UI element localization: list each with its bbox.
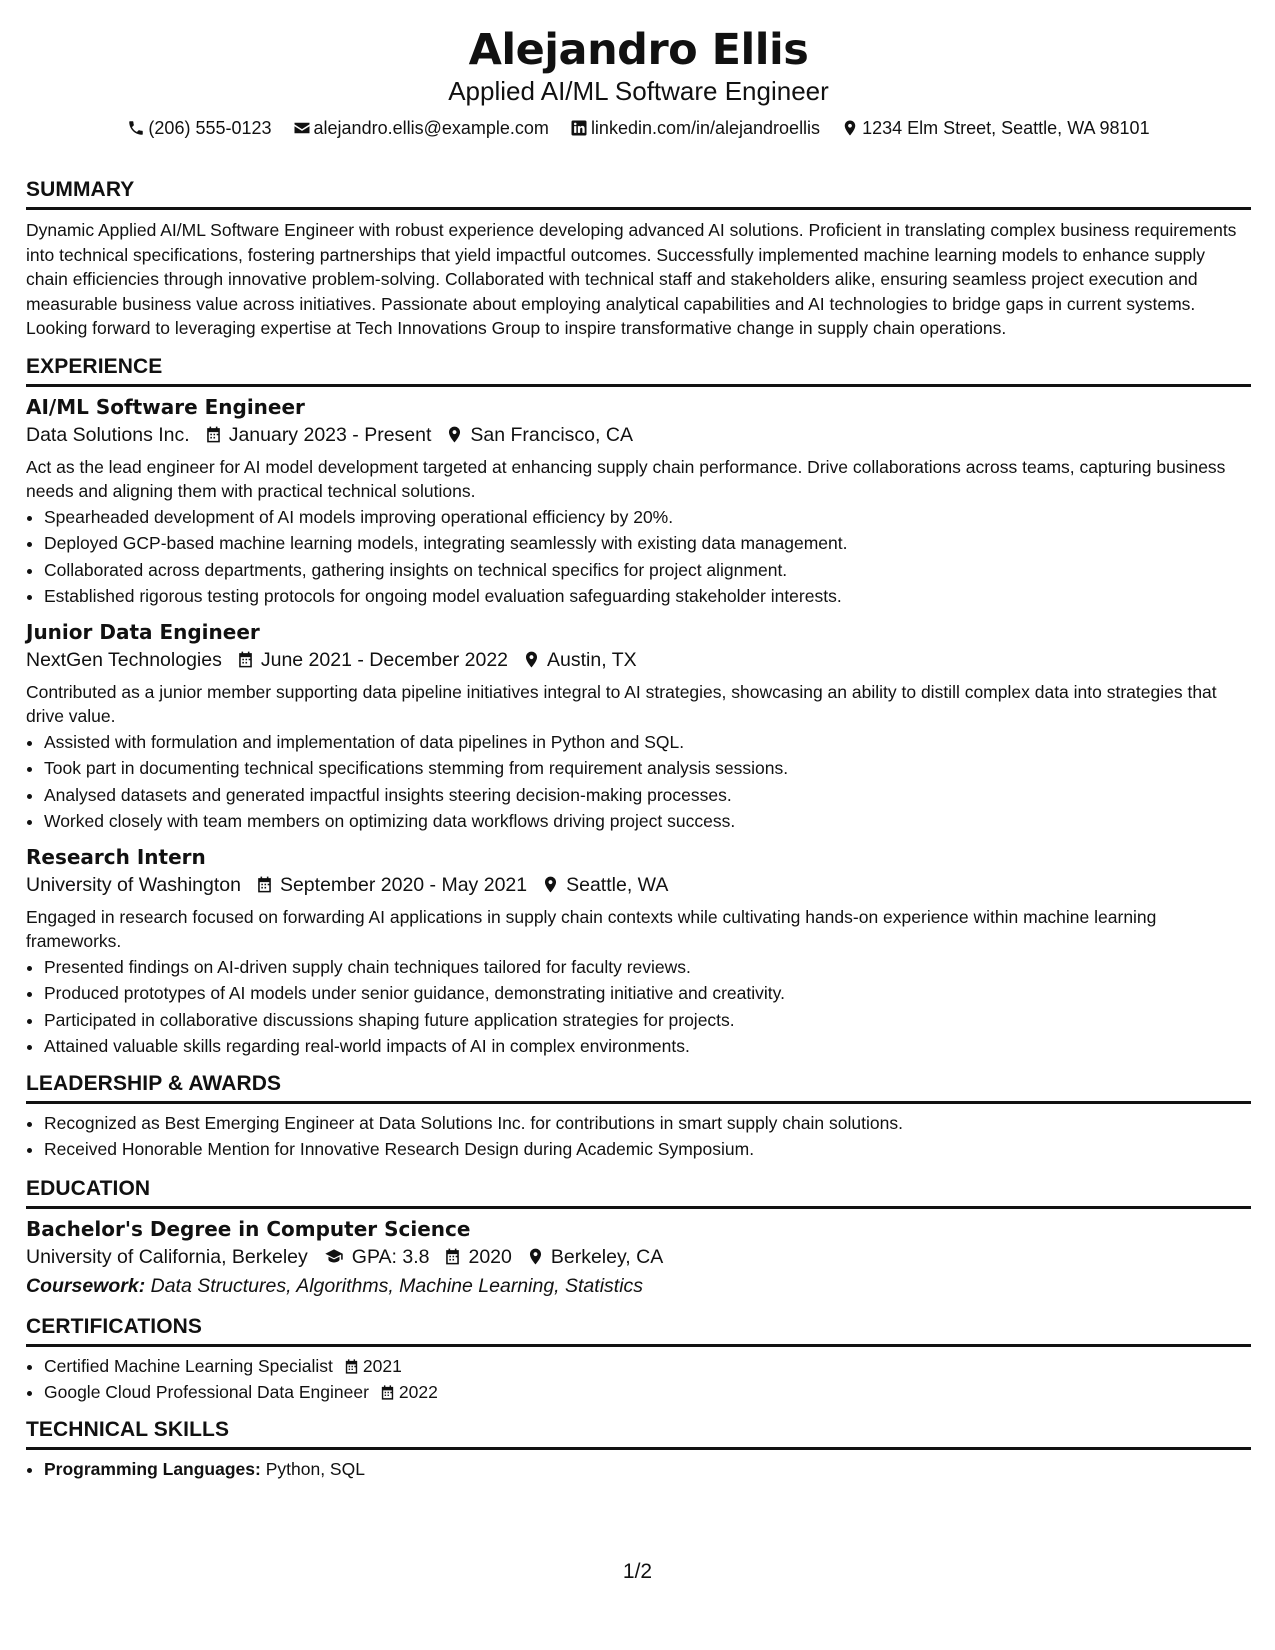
summary-text: Dynamic Applied AI/ML Software Engineer with robust experience developing advanced AI solutions. Proficient in translating complex business requirements into technical specifications, fostering partnerships that yield impactful outcomes. Successfully implemented machine learning models to enhance supply chain efficiencies through innovative problem-solving. Collaborated with technical staff and stakeholders alike, ensuring seamless project execution and measurable business value across initiatives. Passionate about employing analytical capabilities and AI technologies to bridge gaps in current systems. Looking forward to leveraging expertise at Tech Innovations Group to inspire transformative change in supply chain operations. bbox=[26, 220, 1237, 338]
phone-text: (206) 555-0123 bbox=[148, 118, 272, 138]
skill-item bbox=[44, 1456, 1251, 1483]
job-bullet: • Assisted with formulation and implementation of data pipelines in Python and SQL. bbox=[44, 729, 1251, 756]
job-bullet: • Established rigorous testing protocols for ongoing model evaluation safeguarding stakeholder interests. bbox=[44, 583, 1251, 610]
job-bullet: • Worked closely with team members on optimizing data workflows driving project success. bbox=[44, 808, 1251, 835]
job-bullet: • Participated in collaborative discussions shaping future application strategies for projects. bbox=[44, 1007, 1251, 1034]
job-bullet: • Deployed GCP-based machine learning models, integrating seamlessly with existing data management. bbox=[44, 530, 1251, 557]
job-company: University of Washington bbox=[26, 873, 241, 896]
contact-email[interactable] bbox=[293, 116, 549, 140]
coursework-text: Data Structures, Algorithms, Machine Learning, Statistics bbox=[150, 1274, 644, 1297]
page-number: 1/2 bbox=[622, 1560, 653, 1583]
job-bullet: • Spearheaded development of AI models improving operational efficiency by 20%. bbox=[44, 504, 1251, 531]
address-text: 1234 Elm Street, Seattle, WA 98101 bbox=[862, 118, 1150, 138]
certifications-section bbox=[26, 1315, 1251, 1406]
certification-name: Google Cloud Professional Data Engineer bbox=[44, 1382, 369, 1402]
calendar-icon bbox=[204, 425, 223, 444]
calendar-icon bbox=[343, 1358, 360, 1375]
education-meta bbox=[26, 1243, 1251, 1271]
skill-label: Programming Languages: bbox=[44, 1458, 261, 1479]
job-meta bbox=[26, 421, 1251, 449]
skills-list bbox=[26, 1456, 1251, 1483]
award-item: • Recognized as Best Emerging Engineer at Data Solutions Inc. for contributions in smart supply chain solutions. bbox=[44, 1110, 1251, 1137]
calendar-icon bbox=[255, 875, 274, 894]
certification-year: 2022 bbox=[398, 1382, 438, 1402]
contact-linkedin[interactable] bbox=[570, 116, 820, 140]
phone-icon bbox=[127, 119, 145, 137]
job-dates: January 2023 - Present bbox=[228, 423, 432, 446]
job-bullets bbox=[26, 504, 1251, 610]
job-bullet: • Analysed datasets and generated impactful insights steering decision-making processes. bbox=[44, 782, 1251, 809]
map-pin-icon bbox=[522, 650, 541, 669]
map-pin-icon bbox=[841, 119, 859, 137]
candidate-title: Applied AI/ML Software Engineer bbox=[448, 76, 829, 106]
coursework-label: Coursework: bbox=[26, 1274, 146, 1297]
job-meta bbox=[26, 646, 1251, 674]
job-description: Engaged in research focused on forwarding AI applications in supply chain contexts while cultivating hands-on experience within machine learning frameworks. bbox=[26, 906, 1157, 951]
job-entry bbox=[26, 843, 1251, 1060]
job-company: Data Solutions Inc. bbox=[26, 423, 190, 446]
contact-line bbox=[26, 116, 1251, 140]
education-location: Berkeley, CA bbox=[550, 1245, 664, 1268]
coursework-line bbox=[26, 1271, 1251, 1301]
job-title: Research Intern bbox=[26, 844, 206, 869]
map-pin-icon bbox=[541, 875, 560, 894]
job-description: Act as the lead engineer for AI model development targeted at enhancing supply chain performance. Drive collaborations across teams, capturing business needs and aligning them with practical technical solutions. bbox=[26, 456, 1226, 501]
job-bullet: • Took part in documenting technical specifications stemming from requirement analysis sessions. bbox=[44, 755, 1251, 782]
job-entry bbox=[26, 618, 1251, 835]
graduation-year: 2020 bbox=[468, 1245, 512, 1268]
skill-value: Python, SQL bbox=[265, 1458, 365, 1479]
skills-section bbox=[26, 1418, 1251, 1483]
contact-address bbox=[841, 116, 1150, 140]
school-name: University of California, Berkeley bbox=[26, 1245, 308, 1268]
awards-heading: LEADERSHIP & AWARDS bbox=[26, 1072, 1251, 1104]
certification-name: Certified Machine Learning Specialist bbox=[44, 1355, 333, 1376]
job-location: Seattle, WA bbox=[566, 873, 669, 896]
contact-phone bbox=[127, 116, 271, 140]
map-pin-icon bbox=[526, 1247, 545, 1266]
linkedin-icon bbox=[570, 119, 588, 137]
summary-section bbox=[26, 178, 1251, 341]
email-text: alejandro.ellis@example.com bbox=[313, 118, 549, 138]
education-section bbox=[26, 1177, 1251, 1301]
awards-section bbox=[26, 1072, 1251, 1163]
job-meta bbox=[26, 871, 1251, 899]
skills-heading: TECHNICAL SKILLS bbox=[26, 1418, 1251, 1450]
job-entry bbox=[26, 393, 1251, 610]
award-item: • Received Honorable Mention for Innovative Research Design during Academic Symposium. bbox=[44, 1136, 1251, 1163]
resume-header bbox=[26, 24, 1251, 140]
job-bullet: • Attained valuable skills regarding real-world impacts of AI in complex environments. bbox=[44, 1033, 1251, 1060]
job-description: Contributed as a junior member supporting data pipeline initiatives integral to AI strategies, showcasing an ability to distill complex data into strategies that drive value. bbox=[26, 681, 1217, 726]
job-bullet: • Collaborated across departments, gathering insights on technical specifics for project alignment. bbox=[44, 557, 1251, 584]
job-location: Austin, TX bbox=[547, 648, 637, 671]
job-bullet: • Produced prototypes of AI models under senior guidance, demonstrating initiative and creativity. bbox=[44, 980, 1251, 1007]
certifications-list bbox=[26, 1353, 1251, 1406]
envelope-icon bbox=[293, 119, 311, 137]
job-company: NextGen Technologies bbox=[26, 648, 222, 671]
experience-section bbox=[26, 355, 1251, 1060]
calendar-icon bbox=[379, 1384, 396, 1401]
job-bullets bbox=[26, 954, 1251, 1060]
summary-heading: SUMMARY bbox=[26, 178, 1251, 210]
awards-list bbox=[26, 1110, 1251, 1163]
job-bullet: • Presented findings on AI-driven supply chain techniques tailored for faculty reviews. bbox=[44, 954, 1251, 981]
experience-heading: EXPERIENCE bbox=[26, 355, 1251, 387]
calendar-icon bbox=[236, 650, 255, 669]
job-location: San Francisco, CA bbox=[470, 423, 633, 446]
candidate-name: Alejandro Ellis bbox=[468, 25, 809, 75]
map-pin-icon bbox=[445, 425, 464, 444]
linkedin-text: linkedin.com/in/alejandroellis bbox=[590, 118, 821, 138]
certification-year: 2021 bbox=[362, 1355, 402, 1376]
calendar-icon bbox=[443, 1247, 462, 1266]
job-dates: June 2021 - December 2022 bbox=[260, 648, 509, 671]
job-title: AI/ML Software Engineer bbox=[26, 394, 305, 419]
job-title: Junior Data Engineer bbox=[26, 619, 260, 644]
resume-page bbox=[26, 0, 1251, 1482]
degree-title: Bachelor's Degree in Computer Science bbox=[26, 1216, 471, 1241]
certification-item bbox=[44, 1353, 1251, 1380]
certification-item bbox=[44, 1379, 1251, 1406]
job-dates: September 2020 - May 2021 bbox=[279, 873, 528, 896]
gpa-text: GPA: 3.8 bbox=[351, 1245, 430, 1268]
graduation-cap-icon bbox=[322, 1247, 346, 1266]
job-bullets bbox=[26, 729, 1251, 835]
certifications-heading: CERTIFICATIONS bbox=[26, 1315, 1251, 1347]
education-heading: EDUCATION bbox=[26, 1177, 1251, 1209]
